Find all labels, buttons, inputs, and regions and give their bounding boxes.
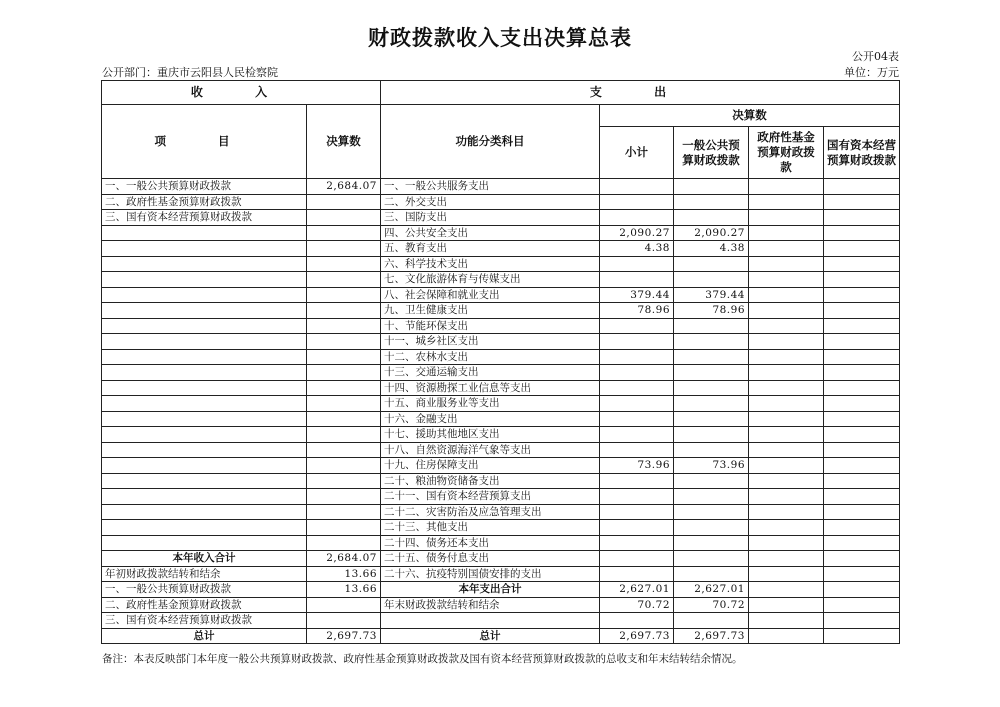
general-budget-cell: 4.38 [674,241,749,257]
general-budget-cell [674,179,749,195]
state-capital-cell [824,427,900,443]
subtotal-cell: 78.96 [600,303,674,319]
state-capital-header: 国有资本经营预算财政拨款 [824,127,900,179]
subtotal-cell: 379.44 [600,287,674,303]
table-row [102,489,900,505]
gov-fund-cell [749,318,824,334]
state-capital-cell [824,241,900,257]
state-capital-cell [824,458,900,474]
general-budget-header: 一般公共预算财政拨款 [674,127,749,179]
table-row [102,318,900,334]
gov-fund-cell [749,225,824,241]
general-budget-cell: 2,627.01 [674,582,749,598]
income-amount-cell [307,287,381,303]
expense-item-cell: 本年支出合计 [381,582,600,598]
expense-item-cell: 七、文化旅游体育与传媒支出 [381,272,600,288]
income-item-cell [102,380,307,396]
state-capital-cell [824,489,900,505]
table-row [102,551,900,567]
gov-fund-cell [749,582,824,598]
form-code: 公开04表 [852,50,899,63]
table-row [102,427,900,443]
gov-fund-cell [749,427,824,443]
income-item-cell [102,489,307,505]
table-row [102,241,900,257]
general-budget-cell: 78.96 [674,303,749,319]
gov-fund-cell [749,411,824,427]
income-item-cell [102,458,307,474]
table-row [102,287,900,303]
income-amount-cell [307,272,381,288]
income-amount-cell: 2,684.07 [307,179,381,195]
general-budget-cell: 2,697.73 [674,628,749,644]
table-row [102,303,900,319]
state-capital-cell [824,365,900,381]
income-item-cell [102,272,307,288]
income-item-cell [102,241,307,257]
state-capital-cell [824,473,900,489]
expense-item-cell: 年末财政拨款结转和结余 [381,597,600,613]
gov-fund-cell [749,566,824,582]
income-amount-cell: 2,684.07 [307,551,381,567]
expense-item-cell: 二、外交支出 [381,194,600,210]
income-amount-cell [307,473,381,489]
table-row [102,597,900,613]
unit-label: 单位：万元 [844,66,899,79]
general-budget-cell [674,411,749,427]
gov-fund-cell [749,520,824,536]
state-capital-cell [824,272,900,288]
state-capital-cell [824,303,900,319]
income-item-cell: 二、政府性基金预算财政拨款 [102,194,307,210]
general-budget-cell [674,396,749,412]
gov-fund-cell [749,396,824,412]
income-amount-cell [307,411,381,427]
income-item-cell: 二、政府性基金预算财政拨款 [102,597,307,613]
subtotal-header: 小计 [600,127,674,179]
expense-item-cell: 二十一、国有资本经营预算支出 [381,489,600,505]
income-item-cell: 年初财政拨款结转和结余 [102,566,307,582]
table-row [102,380,900,396]
table-row [102,411,900,427]
table-row [102,520,900,536]
income-amount-cell: 2,697.73 [307,628,381,644]
income-amount-cell [307,241,381,257]
expense-item-cell: 六、科学技术支出 [381,256,600,272]
general-budget-cell [674,489,749,505]
general-budget-cell [674,380,749,396]
general-budget-cell: 73.96 [674,458,749,474]
gov-fund-cell [749,535,824,551]
subtotal-cell [600,442,674,458]
table-row [102,349,900,365]
general-budget-cell [674,473,749,489]
income-item-cell [102,318,307,334]
income-item-cell [102,504,307,520]
expense-header: 支 出 [381,81,900,105]
footnote: 备注：本表反映部门本年度一般公共预算财政拨款、政府性基金预算财政拨款及国有资本经营预算财政拨款的总收支和年末结转结余情况。 [102,653,743,665]
table-row [102,365,900,381]
table-row [102,535,900,551]
income-amount-cell [307,458,381,474]
expense-item-cell: 十一、城乡社区支出 [381,334,600,350]
income-item-cell [102,442,307,458]
subtotal-cell [600,551,674,567]
gov-fund-cell [749,303,824,319]
subtotal-cell [600,411,674,427]
gov-fund-cell [749,241,824,257]
income-item-cell [102,473,307,489]
gov-fund-cell [749,380,824,396]
state-capital-cell [824,520,900,536]
expense-item-cell: 十四、资源勘探工业信息等支出 [381,380,600,396]
income-item-cell [102,287,307,303]
expense-item-cell: 三、国防支出 [381,210,600,226]
state-capital-cell [824,380,900,396]
income-amount-cell [307,303,381,319]
expense-item-cell: 八、社会保障和就业支出 [381,287,600,303]
gov-fund-cell [749,473,824,489]
expense-item-cell: 十五、商业服务业等支出 [381,396,600,412]
subtotal-cell: 73.96 [600,458,674,474]
state-capital-cell [824,349,900,365]
gov-fund-cell [749,179,824,195]
expense-item-cell: 二十六、抗疫特别国债安排的支出 [381,566,600,582]
subtotal-cell [600,256,674,272]
gov-fund-cell [749,504,824,520]
gov-fund-cell [749,349,824,365]
income-item-cell [102,225,307,241]
income-item-cell [102,334,307,350]
income-item-cell: 三、国有资本经营预算财政拨款 [102,210,307,226]
subtotal-cell [600,365,674,381]
expense-item-cell: 二十二、灾害防治及应急管理支出 [381,504,600,520]
income-header: 收 入 [102,81,381,105]
subtotal-cell [600,349,674,365]
final-amount-header: 决算数 [600,105,900,127]
expense-item-cell: 二十四、债务还本支出 [381,535,600,551]
state-capital-cell [824,194,900,210]
header-row-1 [102,81,900,105]
subtotal-cell [600,194,674,210]
general-budget-cell: 2,090.27 [674,225,749,241]
state-capital-cell [824,287,900,303]
general-budget-cell [674,504,749,520]
table-row [102,628,900,644]
table-row [102,442,900,458]
income-item-cell [102,349,307,365]
subtotal-cell [600,380,674,396]
income-amount-cell [307,520,381,536]
general-budget-cell [674,318,749,334]
expense-item-cell: 十九、住房保障支出 [381,458,600,474]
gov-fund-cell [749,628,824,644]
table-row [102,179,900,195]
header-row-2 [102,105,900,127]
state-capital-cell [824,613,900,629]
income-amount-cell [307,349,381,365]
expense-item-cell: 二十五、债务付息支出 [381,551,600,567]
function-class-header: 功能分类科目 [381,105,600,179]
expense-item-cell: 十二、农林水支出 [381,349,600,365]
income-amount-cell [307,194,381,210]
state-capital-cell [824,334,900,350]
income-amount-cell: 13.66 [307,582,381,598]
subtotal-cell: 2,627.01 [600,582,674,598]
gov-fund-cell [749,256,824,272]
expense-item-cell: 十三、交通运输支出 [381,365,600,381]
subtotal-cell [600,566,674,582]
state-capital-cell [824,597,900,613]
state-capital-cell [824,210,900,226]
state-capital-cell [824,396,900,412]
income-amount-cell [307,396,381,412]
state-capital-cell [824,179,900,195]
income-amount-cell [307,535,381,551]
state-capital-cell [824,411,900,427]
table-row [102,210,900,226]
table-row [102,256,900,272]
state-capital-cell [824,551,900,567]
income-amount-cell [307,225,381,241]
subtotal-cell [600,396,674,412]
income-item-cell [102,411,307,427]
income-item-cell: 本年收入合计 [102,551,307,567]
subtotal-cell [600,473,674,489]
income-item-cell [102,535,307,551]
subtotal-cell: 70.72 [600,597,674,613]
income-amount-cell [307,427,381,443]
income-amount-cell [307,442,381,458]
income-item-cell [102,365,307,381]
amount-header: 决算数 [307,105,381,179]
gov-fund-cell [749,365,824,381]
subtotal-cell [600,318,674,334]
gov-fund-cell [749,272,824,288]
income-item-cell [102,303,307,319]
table-row [102,504,900,520]
general-budget-cell [674,613,749,629]
general-budget-cell [674,334,749,350]
subtotal-cell: 2,697.73 [600,628,674,644]
subtotal-cell [600,179,674,195]
expense-item-cell: 一、一般公共服务支出 [381,179,600,195]
department-label: 公开部门：重庆市云阳县人民检察院 [102,66,278,79]
gov-fund-cell [749,334,824,350]
income-amount-cell [307,489,381,505]
table-row [102,334,900,350]
table-row [102,194,900,210]
expense-item-cell: 总计 [381,628,600,644]
income-item-cell [102,427,307,443]
subtotal-cell [600,272,674,288]
state-capital-cell [824,535,900,551]
income-amount-cell [307,380,381,396]
subtotal-cell [600,334,674,350]
income-amount-cell [307,334,381,350]
general-budget-cell [674,566,749,582]
income-amount-cell [307,210,381,226]
expense-item-cell: 十六、金融支出 [381,411,600,427]
general-budget-cell: 379.44 [674,287,749,303]
income-item-cell [102,396,307,412]
general-budget-cell [674,535,749,551]
table-row [102,272,900,288]
expense-item-cell: 五、教育支出 [381,241,600,257]
income-amount-cell [307,318,381,334]
table-row [102,225,900,241]
subtotal-cell [600,520,674,536]
table-row [102,458,900,474]
subtotal-cell [600,535,674,551]
page-title: 财政拨款收入支出决算总表 [368,25,632,50]
general-budget-cell [674,194,749,210]
general-budget-cell [674,551,749,567]
gov-fund-cell [749,489,824,505]
income-item-cell: 总计 [102,628,307,644]
subtotal-cell [600,504,674,520]
expense-item-cell: 四、公共安全支出 [381,225,600,241]
expense-item-cell: 十八、自然资源海洋气象等支出 [381,442,600,458]
gov-fund-cell [749,597,824,613]
table-row [102,613,900,629]
general-budget-cell [674,442,749,458]
subtotal-cell: 2,090.27 [600,225,674,241]
table-row [102,566,900,582]
general-budget-cell [674,272,749,288]
table-row [102,396,900,412]
general-budget-cell [674,349,749,365]
income-amount-cell: 13.66 [307,566,381,582]
table-row [102,473,900,489]
gov-fund-cell [749,287,824,303]
state-capital-cell [824,504,900,520]
state-capital-cell [824,256,900,272]
income-amount-cell [307,365,381,381]
income-item-cell: 一、一般公共预算财政拨款 [102,582,307,598]
expense-item-cell [381,613,600,629]
expense-item-cell: 二十、粮油物资储备支出 [381,473,600,489]
expense-item-cell: 九、卫生健康支出 [381,303,600,319]
subtotal-cell [600,489,674,505]
state-capital-cell [824,566,900,582]
income-item-cell: 三、国有资本经营预算财政拨款 [102,613,307,629]
general-budget-cell [674,256,749,272]
state-capital-cell [824,318,900,334]
income-amount-cell [307,504,381,520]
income-item-cell [102,520,307,536]
gov-fund-cell [749,551,824,567]
general-budget-cell [674,365,749,381]
general-budget-cell: 70.72 [674,597,749,613]
item-header: 项 目 [102,105,307,179]
subtotal-cell: 4.38 [600,241,674,257]
fiscal-summary-table [101,80,900,644]
general-budget-cell [674,210,749,226]
state-capital-cell [824,442,900,458]
gov-fund-header: 政府性基金预算财政拨款 [749,127,824,179]
subtotal-cell [600,210,674,226]
income-amount-cell [307,256,381,272]
gov-fund-cell [749,458,824,474]
gov-fund-cell [749,613,824,629]
state-capital-cell [824,225,900,241]
gov-fund-cell [749,442,824,458]
income-amount-cell [307,613,381,629]
expense-item-cell: 十七、援助其他地区支出 [381,427,600,443]
subtotal-cell [600,613,674,629]
expense-item-cell: 二十三、其他支出 [381,520,600,536]
gov-fund-cell [749,194,824,210]
gov-fund-cell [749,210,824,226]
income-amount-cell [307,597,381,613]
state-capital-cell [824,628,900,644]
income-item-cell: 一、一般公共预算财政拨款 [102,179,307,195]
table-row [102,582,900,598]
expense-item-cell: 十、节能环保支出 [381,318,600,334]
general-budget-cell [674,520,749,536]
general-budget-cell [674,427,749,443]
subtotal-cell [600,427,674,443]
income-item-cell [102,256,307,272]
state-capital-cell [824,582,900,598]
